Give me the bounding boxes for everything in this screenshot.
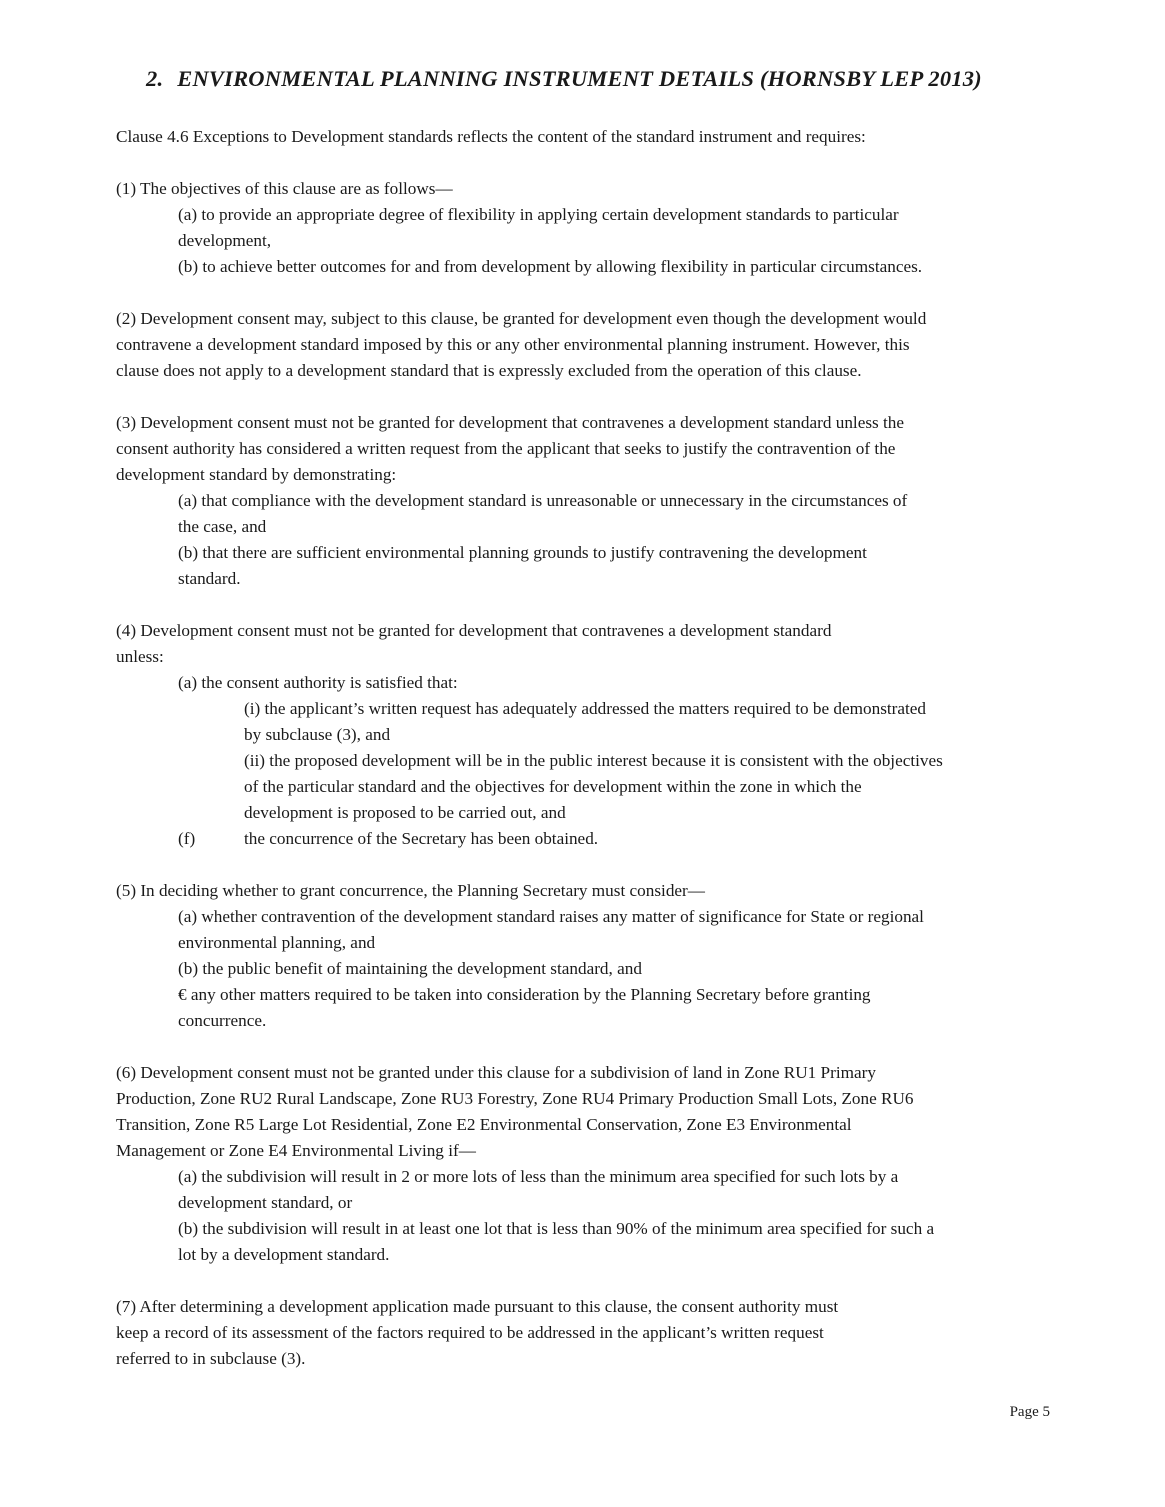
text-line: (i) the applicant’s written request has adequately addressed the matters required to be demonstrated [244, 699, 927, 718]
text-line: Transition, Zone R5 Large Lot Residential, Zone E2 Environmental Conservation, Zone E3 Environmental [116, 1115, 852, 1134]
text-line: (ii) the proposed development will be in the public interest because it is consistent with the objectives [244, 751, 943, 770]
text-line: (1) The objectives of this clause are as follows— [116, 179, 453, 198]
text-line: (7) After determining a development application made pursuant to this clause, the consent authority must [116, 1297, 839, 1316]
text-line: (b) the subdivision will result in at least one lot that is less than 90% of the minimum area specified for such a [178, 1219, 935, 1238]
clause-2 [116, 306, 1066, 384]
text-line: (5) In deciding whether to grant concurrence, the Planning Secretary must consider— [116, 881, 705, 900]
text-line: (b) the public benefit of maintaining the development standard, and [178, 959, 642, 978]
text-line: (a) that compliance with the development standard is unreasonable or unnecessary in the circumstances of [178, 491, 908, 510]
text-line: environmental planning, and [178, 933, 376, 952]
document-body [116, 124, 1066, 1398]
clause-5 [116, 878, 1066, 1034]
text-line: development standard by demonstrating: [116, 465, 397, 484]
section-number: 2. [146, 66, 164, 91]
text-line: keep a record of its assessment of the factors required to be addressed in the applicant’s written request [116, 1323, 824, 1342]
text-line: development, [178, 231, 272, 250]
clause-4-f-label: (f) [178, 829, 196, 848]
text-line: (3) Development consent must not be granted for development that contravenes a development standard unless the [116, 413, 904, 432]
text-line: development standard, or [178, 1193, 353, 1212]
text-line: consent authority has considered a written request from the applicant that seeks to justify the contravention of the [116, 439, 896, 458]
text-line: Clause 4.6 Exceptions to Development standards reflects the content of the standard instrument and requires: [116, 127, 866, 146]
section-title: ENVIRONMENTAL PLANNING INSTRUMENT DETAILS (HORNSBY LEP 2013) [177, 66, 982, 91]
clause-4-f-line [116, 826, 1066, 852]
text-line: (b) to achieve better outcomes for and from development by allowing flexibility in particular circumstances. [178, 257, 923, 276]
text-line: (4) Development consent must not be granted for development that contravenes a development standard [116, 621, 832, 640]
text-line: clause does not apply to a development standard that is expressly excluded from the operation of this clause. [116, 361, 862, 380]
text-line: (a) the subdivision will result in 2 or more lots of less than the minimum area specified for such lots by a [178, 1167, 899, 1186]
text-line: contravene a development standard imposed by this or any other environmental planning instrument. However, this [116, 335, 910, 354]
clause-1 [116, 176, 1066, 280]
text-line: development is proposed to be carried out, and [244, 803, 566, 822]
clause-7 [116, 1294, 1066, 1372]
text-line: Production, Zone RU2 Rural Landscape, Zone RU3 Forestry, Zone RU4 Primary Production Small Lots, Zone RU6 [116, 1089, 914, 1108]
text-line: referred to in subclause (3). [116, 1349, 306, 1368]
clause-3 [116, 410, 1066, 592]
page-number: Page 5 [1009, 1404, 1050, 1420]
text-line: lot by a development standard. [178, 1245, 390, 1264]
clause-4 [116, 618, 1066, 852]
section-heading [146, 66, 982, 92]
text-line: the case, and [178, 517, 267, 536]
text-line: of the particular standard and the objectives for development within the zone in which the [244, 777, 862, 796]
clause-6 [116, 1060, 1066, 1268]
text-line: unless: [116, 647, 164, 666]
text-line: (a) the consent authority is satisfied that: [178, 673, 458, 692]
text-line: (a) whether contravention of the development standard raises any matter of significance for State or regional [178, 907, 924, 926]
text-line: Management or Zone E4 Environmental Living if— [116, 1141, 476, 1160]
text-line: by subclause (3), and [244, 725, 391, 744]
text-line: (b) that there are sufficient environmental planning grounds to justify contravening the development [178, 543, 867, 562]
text-line: € any other matters required to be taken into consideration by the Planning Secretary before granting [178, 985, 871, 1004]
text-line: standard. [178, 569, 241, 588]
text-line: (2) Development consent may, subject to this clause, be granted for development even though the development would [116, 309, 927, 328]
intro-paragraph [116, 124, 1066, 150]
clause-4-f-text: the concurrence of the Secretary has been obtained. [244, 829, 599, 848]
text-line: (a) to provide an appropriate degree of flexibility in applying certain development standards to particular [178, 205, 899, 224]
text-line: concurrence. [178, 1011, 267, 1030]
text-line: (6) Development consent must not be granted under this clause for a subdivision of land in Zone RU1 Primary [116, 1063, 876, 1082]
